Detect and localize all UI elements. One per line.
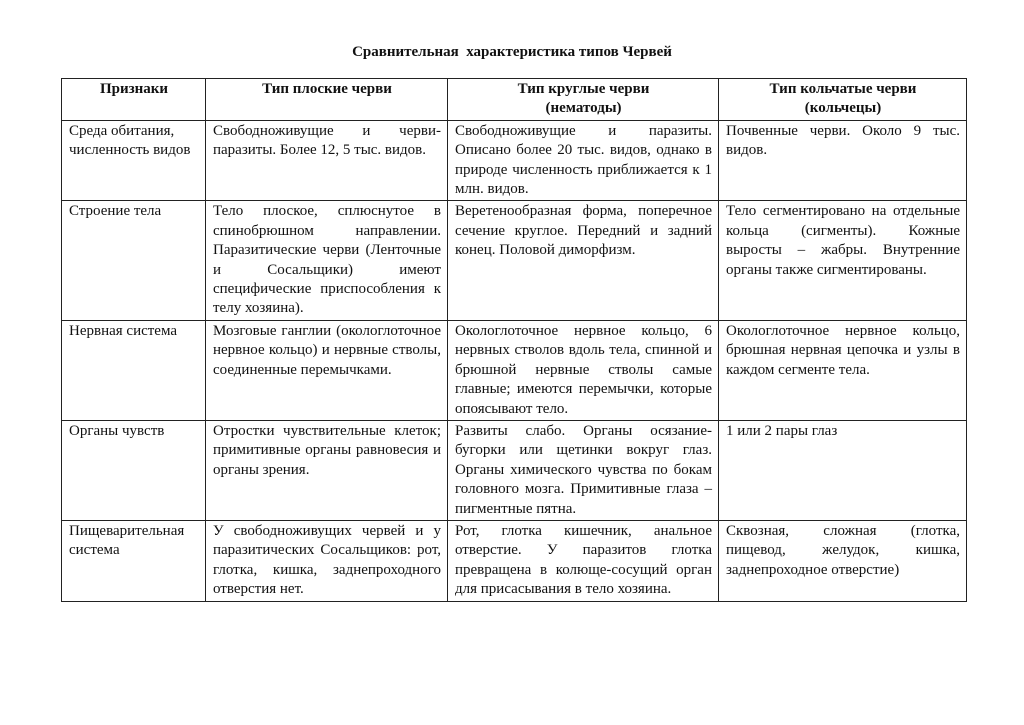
cell-ringed-worms: Сквозная, сложная (глотка, пищевод, желудок, кишка, заднепроходное отверстие) — [719, 520, 967, 601]
cell-roundworms: Окологлоточное нервное кольцо, 6 нервных стволов вдоль тела, спинной и брюшной нервные стволы самые главные; имеются перемычки, которые опоясывают тело. — [448, 320, 719, 420]
cell-ringed-worms: Почвенные черви. Около 9 тыс. видов. — [719, 120, 967, 201]
cell-flatworms: Свободноживущие и черви-паразиты. Более 12, 5 тыс. видов. — [206, 120, 448, 201]
cell-feature: Нервная система — [62, 320, 206, 420]
cell-ringed-worms: Тело сегментировано на отдельные кольца (сигменты). Кожные выросты – жабры. Внутренние органы также сигментированы. — [719, 201, 967, 320]
header-roundworms — [448, 79, 719, 121]
cell-flatworms: Отростки чувствительные клеток; примитивные органы равновесия и органы зрения. — [206, 420, 448, 520]
cell-feature: Строение тела — [62, 201, 206, 320]
header-ringed-worms-sublabel: (кольчецы) — [804, 100, 882, 117]
cell-feature: Среда обитания, численность видов — [62, 120, 206, 201]
cell-roundworms: Веретенообразная форма, поперечное сечение круглое. Передний и задний конец. Половой диморфизм. — [448, 201, 719, 320]
header-flatworms-label: Тип плоские черви — [262, 81, 392, 97]
table-header-row — [62, 79, 967, 121]
table-row — [62, 320, 967, 420]
cell-ringed-worms: 1 или 2 пары глаз — [719, 420, 967, 520]
cell-roundworms: Рот, глотка кишечник, анальное отверстие. У паразитов глотка превращена в колюще-сосущий орган для присасывания в тело хозяина. — [448, 520, 719, 601]
cell-flatworms: Мозговые ганглии (окологлоточное нервное кольцо) и нервные стволы, соединенные перемычками. — [206, 320, 448, 420]
cell-feature: Органы чувств — [62, 420, 206, 520]
header-features-label: Признаки — [99, 81, 169, 97]
header-roundworms-label: Тип круглые черви — [517, 81, 650, 97]
cell-flatworms: Тело плоское, сплюснутое в спинобрюшном направлении. Паразитические черви (Ленточные и Сосальщики) имеют специфические приспособления к телу хозяина). — [206, 201, 448, 320]
cell-roundworms: Развиты слабо. Органы осязание-бугорки или щетинки вокруг глаз. Органы химического чувства по бокам головного мозга. Примитивные глаза – пигментные пятна. — [448, 420, 719, 520]
table-row — [62, 520, 967, 601]
table-row — [62, 420, 967, 520]
header-ringed-worms — [719, 79, 967, 121]
cell-feature: Пищеварительная система — [62, 520, 206, 601]
cell-flatworms: У свободноживущих червей и у паразитических Сосальщиков: рот, глотка, кишка, заднепроходного отверстия нет. — [206, 520, 448, 601]
table-row — [62, 201, 967, 320]
comparison-table — [61, 78, 967, 602]
document-title: Сравнительная характеристика типов Червей — [352, 44, 672, 60]
cell-roundworms: Свободноживущие и паразиты. Описано более 20 тыс. видов, однако в природе численность приближается к 1 млн. видов. — [448, 120, 719, 201]
header-roundworms-sublabel: (нематоды) — [545, 100, 622, 117]
header-ringed-worms-label: Тип кольчатые черви — [769, 81, 917, 97]
header-features — [62, 79, 206, 121]
header-flatworms — [206, 79, 448, 121]
table-row — [62, 120, 967, 201]
cell-ringed-worms: Окологлоточное нервное кольцо, брюшная нервная цепочка и узлы в каждом сегменте тела. — [719, 320, 967, 420]
